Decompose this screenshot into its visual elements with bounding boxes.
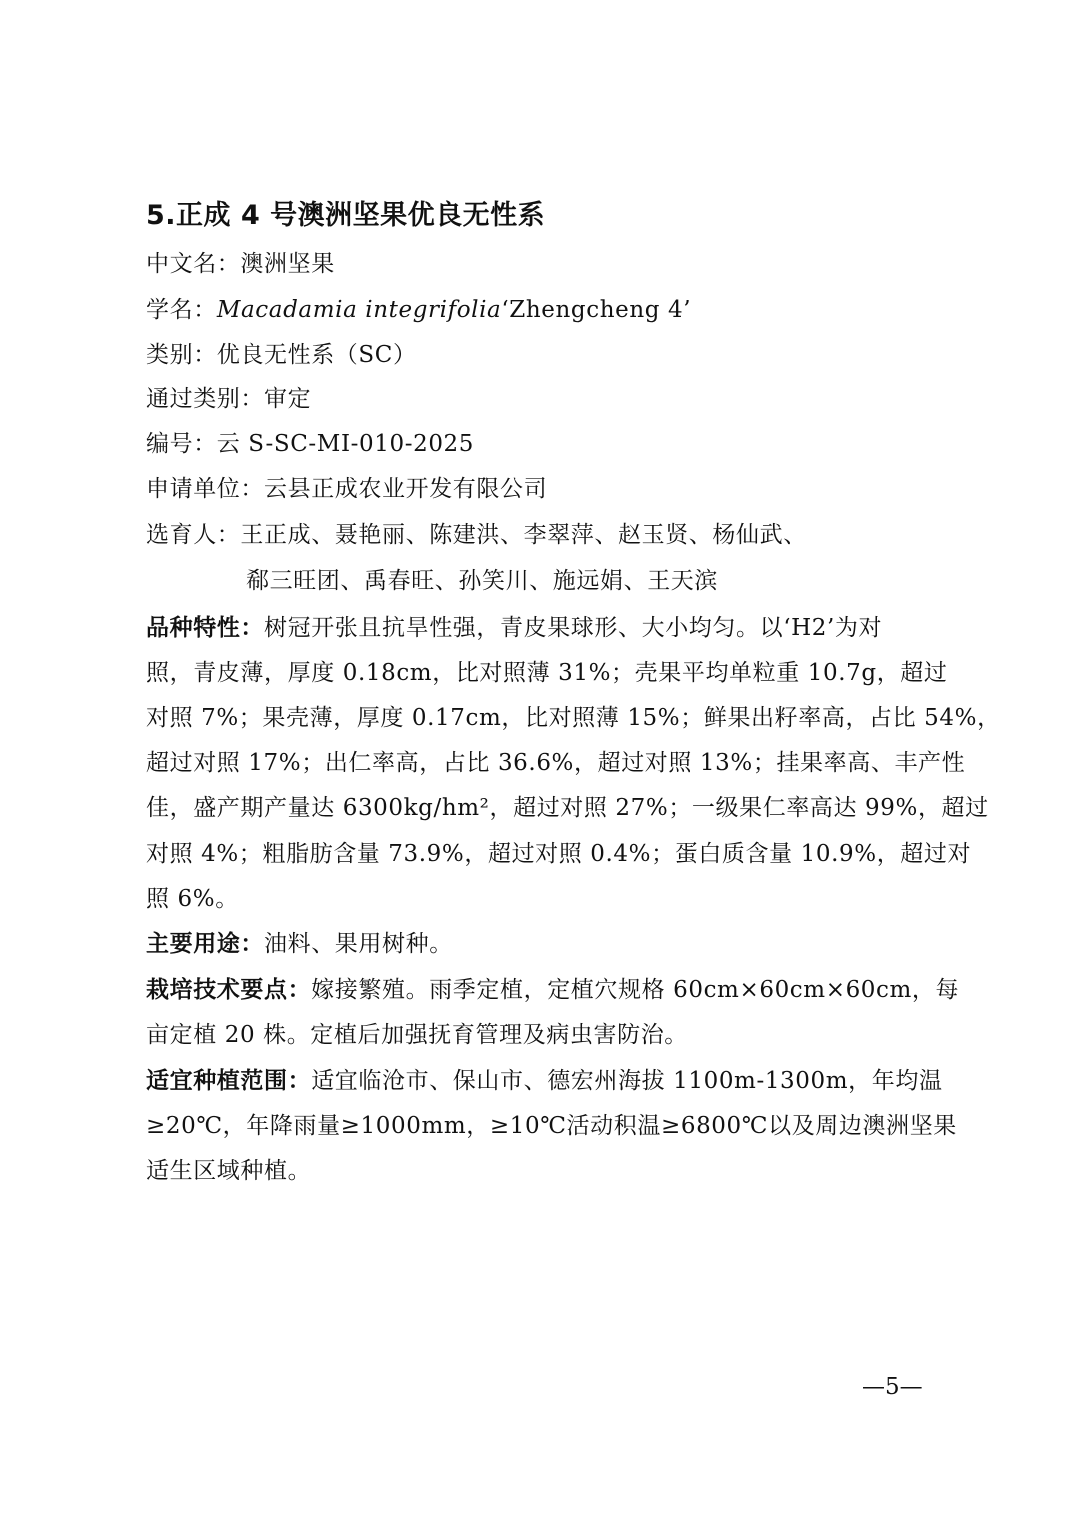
cultivation-line-1 (146, 975, 960, 1005)
scientific-name-cultivar: ‘Zhengcheng 4’ (501, 297, 692, 323)
scientific-name-italic: Macadamia integrifolia (216, 297, 502, 323)
applicant-line: 申请单位：云县正成农业开发有限公司 (146, 476, 548, 502)
uses-line (146, 929, 946, 959)
number-line: 编号：云 S-SC-MI-010-2025 (146, 431, 475, 457)
section-title: 5.正成 4 号澳洲坚果优良无性系 (146, 200, 546, 231)
range-line-3: 适生区域种植。 (146, 1158, 312, 1184)
category-line: 类别：优良无性系（SC） (146, 342, 417, 368)
chinese-name-line: 中文名：澳洲坚果 (146, 251, 335, 277)
characteristics-line-6: 对照 4%；粗脂肪含量 73.9%，超过对照 0.4%；蛋白质含量 10.9%，超过对 (146, 841, 972, 867)
breeders-line-1: 选育人：王正成、聂艳丽、陈建洪、李翠萍、赵玉贤、杨仙武、 (146, 522, 807, 548)
characteristics-line-4: 超过对照 17%；出仁率高，占比 36.6%，超过对照 13%；挂果率高、丰产性 (146, 750, 966, 776)
range-label: 适宜种植范围： (146, 1068, 312, 1094)
characteristics-line-1 (146, 613, 946, 643)
uses-text: 油料、果用树种。 (264, 931, 453, 957)
range-text-1: 适宜临沧市、保山市、德宏州海拔 1100m-1300m，年均温 (311, 1068, 943, 1094)
cultivation-label: 栽培技术要点： (146, 977, 312, 1003)
characteristics-line-2: 照，青皮薄，厚度 0.18cm，比对照薄 31%；壳果平均单粒重 10.7g，超过 (146, 660, 948, 686)
characteristics-text-1: 树冠开张且抗旱性强，青皮果球形、大小均匀。以‘H2’为对 (264, 615, 883, 641)
characteristics-line-5: 佳，盛产期产量达 6300kg/hm²，超过对照 27%；一级果仁率高达 99%，超过 (146, 795, 989, 821)
cultivation-text-1: 嫁接繁殖。雨季定植，定植穴规格 60cm×60cm×60cm，每 (311, 977, 960, 1003)
characteristics-label: 品种特性： (146, 615, 264, 641)
range-line-2: ≥20℃，年降雨量≥1000mm，≥10℃活动积温≥6800℃以及周边澳洲坚果 (146, 1113, 957, 1139)
approval-line: 通过类别：审定 (146, 386, 312, 412)
page-number: —5— (862, 1374, 923, 1400)
cultivation-line-2: 亩定植 20 株。定植后加强抚育管理及病虫害防治。 (146, 1022, 688, 1048)
breeders-line-2: 郗三旺团、禹春旺、孙笑川、施远娟、王天滨 (246, 568, 718, 594)
uses-label: 主要用途： (146, 931, 264, 957)
range-line-1 (146, 1066, 946, 1096)
characteristics-line-7: 照 6%。 (146, 886, 239, 912)
scientific-name-line (146, 295, 946, 325)
characteristics-line-3: 对照 7%；果壳薄，厚度 0.17cm，比对照薄 15%；鲜果出籽率高，占比 54%， (146, 705, 1001, 731)
scientific-name-label: 学名： (146, 297, 217, 323)
